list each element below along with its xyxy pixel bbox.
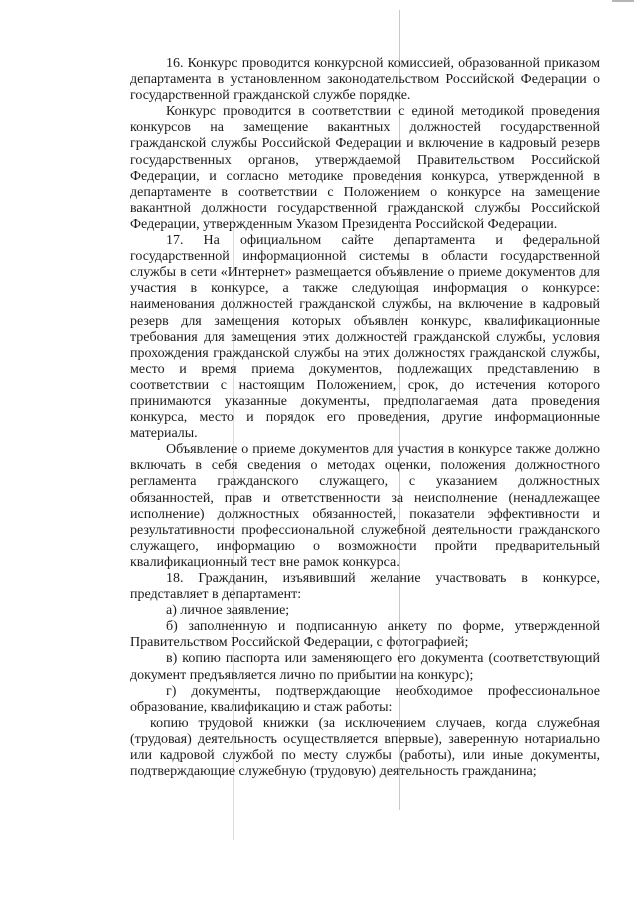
list-item-v: в) копию паспорта или заменяющего его документа (соответствующий документ предъявляется лично по прибытии на конкурс); [130, 651, 600, 683]
paragraph-17-continued: Объявление о приеме документов для участия в конкурсе также должно включать в себя сведения о методах оценки, положения должностного регламента гражданского служащего, с указанием должностных обязанностей, прав и ответственности за неисполнение (ненадлежащее исполнение) должностных обязанностей, показатели эффективности и результативности профессиональной служебной деятельности гражданского служащего, информацию о возможности пройти предварительный квалификационный тест вне рамок конкурса. [130, 442, 600, 570]
list-item-g: г) документы, подтверждающие необходимое профессиональное образование, квалификацию и стаж работы: [130, 683, 600, 715]
paragraph-18: 18. Гражданин, изъявивший желание участвовать в конкурсе, представляет в департамент: [130, 571, 600, 603]
paragraph-16-continued: Конкурс проводится в соответствии с единой методикой проведения конкурсов на замещение вакантных должностей государственной гражданской службы Российской Федерации и включение в кадровый резерв государственных органов, утверждаемой Правительством Российской Федерации, и согласно методике проведения конкурса, утвержденной в департаменте в соответствии с Положением о конкурсе на замещение вакантной должности государственной гражданской службы Российской Федерации, утвержденным Указом Президента Российской Федерации. [130, 104, 600, 232]
list-item-b: б) заполненную и подписанную анкету по форме, утвержденной Правительством Российской Федерации, с фотографией; [130, 619, 600, 651]
document-body [130, 56, 600, 780]
scan-artifact [612, 0, 634, 2]
paragraph-16: 16. Конкурс проводится конкурсной комиссией, образованной приказом департамента в установленном законодательством Российской Федерации о государственной гражданской службе порядке. [130, 56, 600, 104]
paragraph-17: 17. На официальном сайте департамента и федеральной государственной информационной системы в области государственной службы в сети «Интернет» размещается объявление о приеме документов для участия в конкурсе, а также следующая информация о конкурсе: наименования должностей гражданской службы, на включение в кадровый резерв для замещения которых объявлен конкурс, квалификационные требования для замещения этих должностей гражданской службы, условия прохождения гражданской службы на этих должностях гражданской службы, место и время приема документов, подлежащих представлению в соответствии с настоящим Положением, срок, до истечения которого принимаются указанные документы, предполагаемая дата проведения конкурса, место и порядок его проведения, другие информационные материалы. [130, 233, 600, 442]
list-item-g-subitem: копию трудовой книжки (за исключением случаев, когда служебная (трудовая) деятельность осуществляется впервые), заверенную нотариально или кадровой службой по месту службы (работы), или иные документы, подтверждающие служебную (трудовую) деятельность гражданина; [130, 715, 600, 780]
list-item-a: а) личное заявление; [166, 603, 290, 619]
